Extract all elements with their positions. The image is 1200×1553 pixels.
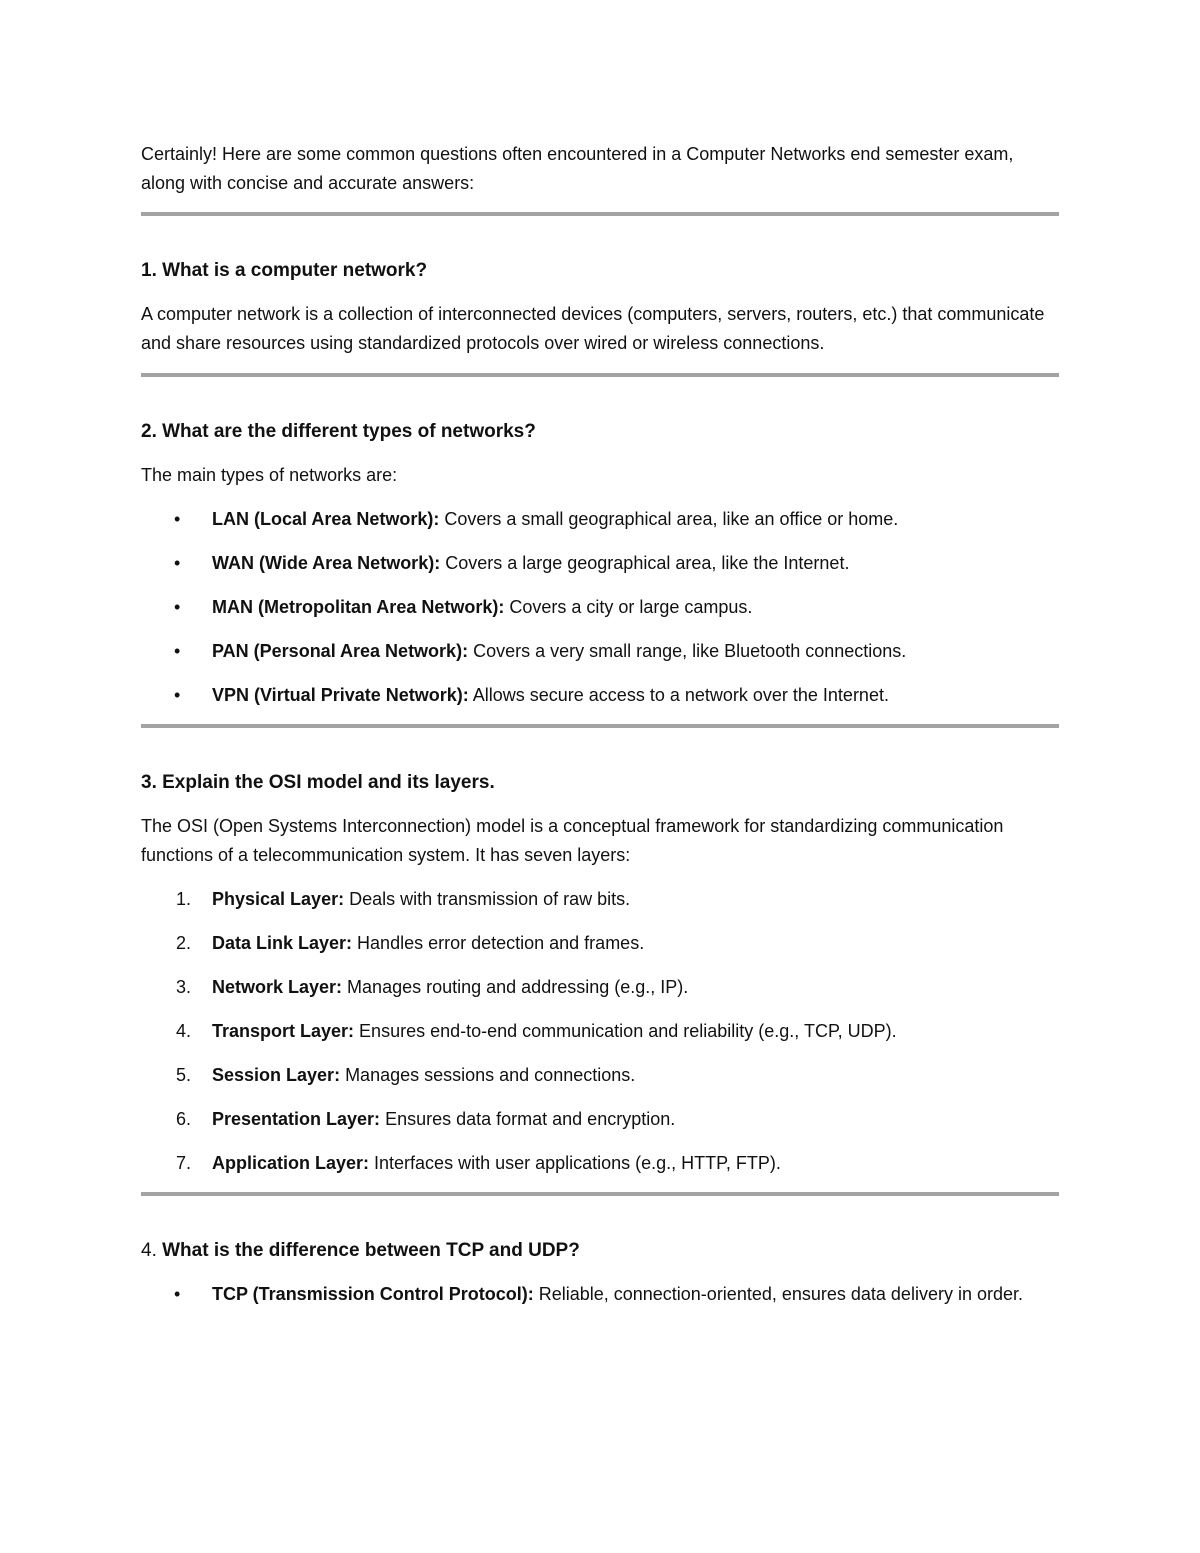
- list-item-term: PAN (Personal Area Network):: [212, 641, 469, 661]
- list-item: [141, 929, 1059, 958]
- question-text: What is the difference between TCP and UDP?: [162, 1240, 580, 1261]
- list-item-text: Deals with transmission of raw bits.: [344, 889, 631, 909]
- list-item-text: Ensures end-to-end communication and reliability (e.g., TCP, UDP).: [354, 1021, 897, 1041]
- list-item: [141, 637, 1059, 666]
- protocol-comparison-list: [141, 1280, 1059, 1309]
- list-number: 7.: [176, 1153, 192, 1173]
- question-heading: 1. What is a computer network?: [141, 260, 428, 281]
- list-item-text: Covers a very small range, like Bluetooth connections.: [468, 641, 907, 661]
- list-item-text: Interfaces with user applications (e.g., HTTP, FTP).: [369, 1153, 781, 1173]
- list-item: [141, 885, 1059, 914]
- list-item: [141, 1280, 1059, 1309]
- list-number: 2.: [176, 933, 192, 953]
- list-item: [141, 1017, 1059, 1046]
- list-item-term: Data Link Layer:: [212, 933, 353, 953]
- list-item-text: Manages routing and addressing (e.g., IP).: [342, 977, 689, 997]
- list-item-term: Network Layer:: [212, 977, 343, 997]
- horizontal-rule: [141, 373, 1059, 377]
- osi-layers-list: [141, 885, 1059, 1178]
- list-item-term: TCP (Transmission Control Protocol):: [212, 1284, 534, 1304]
- bullet-icon: •: [174, 685, 181, 705]
- bullet-icon: •: [174, 1284, 181, 1304]
- list-item-text: Reliable, connection-oriented, ensures data delivery in order.: [533, 1284, 1023, 1304]
- bullet-icon: •: [174, 509, 181, 529]
- document-body: [141, 140, 1059, 1324]
- section-1: [141, 256, 1059, 358]
- list-number: 4.: [176, 1021, 192, 1041]
- list-item-text: Allows secure access to a network over the Internet.: [468, 685, 889, 705]
- question-heading: [141, 1236, 1059, 1265]
- network-types-list: [141, 505, 1059, 710]
- list-item: [141, 681, 1059, 710]
- list-item-term: WAN (Wide Area Network):: [212, 553, 441, 573]
- question-number: 4.: [141, 1240, 163, 1261]
- list-item: [141, 549, 1059, 578]
- answer-paragraph: The OSI (Open Systems Interconnection) model is a conceptual framework for standardizing communication functions of a telecommunication system. It has seven layers:: [141, 816, 1004, 865]
- list-number: 5.: [176, 1065, 192, 1085]
- bullet-icon: •: [174, 641, 181, 661]
- list-item-text: Handles error detection and frames.: [352, 933, 645, 953]
- list-item: [141, 505, 1059, 534]
- list-item: [141, 1149, 1059, 1178]
- list-item-text: Covers a large geographical area, like the Internet.: [440, 553, 850, 573]
- bullet-icon: •: [174, 553, 181, 573]
- list-item: [141, 973, 1059, 1002]
- list-item-term: Session Layer:: [212, 1065, 341, 1085]
- question-heading: 2. What are the different types of networks?: [141, 421, 536, 442]
- list-item-term: MAN (Metropolitan Area Network):: [212, 597, 505, 617]
- list-item: [141, 1061, 1059, 1090]
- list-item-term: Physical Layer:: [212, 889, 345, 909]
- list-item: [141, 593, 1059, 622]
- list-item-term: Application Layer:: [212, 1153, 370, 1173]
- question-heading: 3. Explain the OSI model and its layers.: [141, 772, 495, 793]
- horizontal-rule: [141, 212, 1059, 216]
- list-number: 3.: [176, 977, 192, 997]
- horizontal-rule: [141, 724, 1059, 728]
- horizontal-rule: [141, 1192, 1059, 1196]
- list-item-term: Transport Layer:: [212, 1021, 355, 1041]
- bullet-icon: •: [174, 597, 181, 617]
- list-item-text: Ensures data format and encryption.: [380, 1109, 676, 1129]
- list-item-term: LAN (Local Area Network):: [212, 509, 440, 529]
- answer-paragraph: A computer network is a collection of interconnected devices (computers, servers, routers, etc.) that communicate and share resources using standardized protocols over wired or wireless connections.: [141, 304, 1045, 353]
- list-number: 6.: [176, 1109, 192, 1129]
- list-item: [141, 1105, 1059, 1134]
- list-number: 1.: [176, 889, 192, 909]
- intro-paragraph: Certainly! Here are some common questions often encountered in a Computer Networks end semester exam, along with concise and accurate answers:: [141, 144, 1014, 193]
- list-item-text: Covers a small geographical area, like an office or home.: [439, 509, 899, 529]
- section-2: [141, 417, 1059, 710]
- list-item-text: Covers a city or large campus.: [504, 597, 753, 617]
- section-3: [141, 768, 1059, 1178]
- list-item-term: VPN (Virtual Private Network):: [212, 685, 469, 705]
- list-item-term: Presentation Layer:: [212, 1109, 381, 1129]
- answer-paragraph: The main types of networks are:: [141, 465, 398, 485]
- section-4: [141, 1236, 1059, 1309]
- list-item-text: Manages sessions and connections.: [340, 1065, 636, 1085]
